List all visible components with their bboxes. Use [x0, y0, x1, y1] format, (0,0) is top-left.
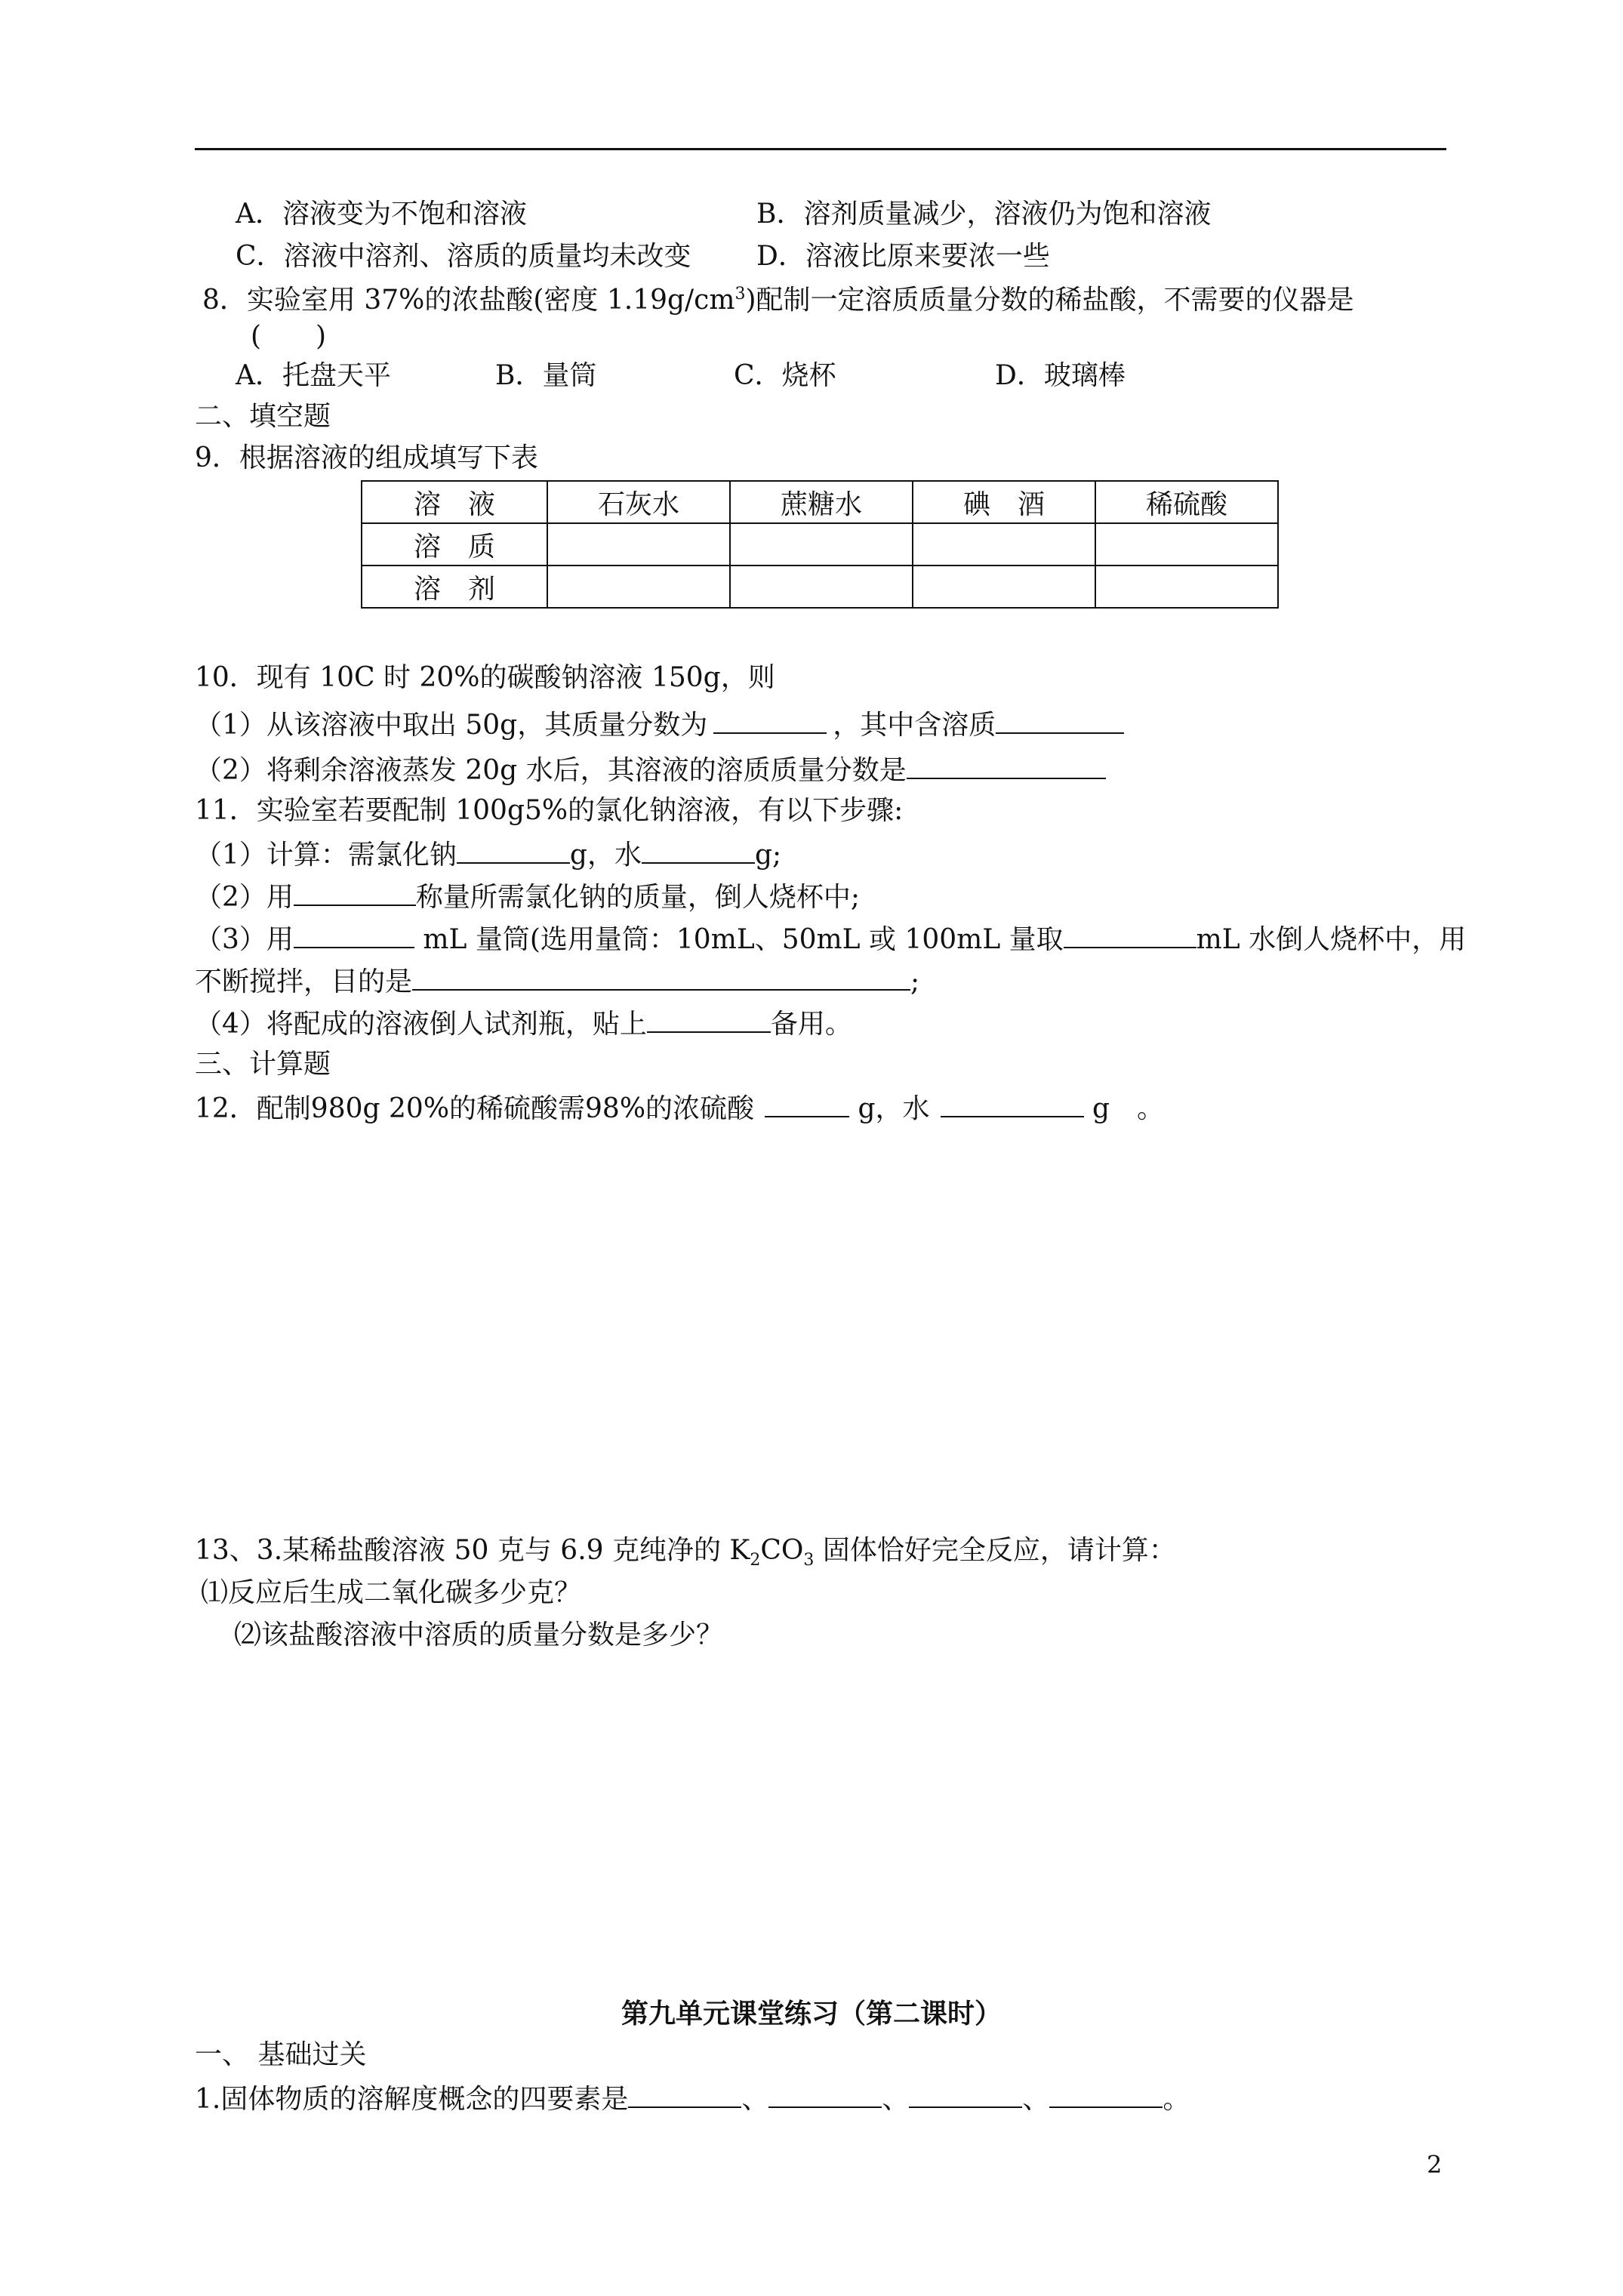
answer-blank[interactable]: [457, 837, 570, 864]
q11-part-4: （4）将配成的溶液倒人试剂瓶，贴上 备用。: [195, 1006, 852, 1039]
answer-blank[interactable]: [907, 752, 1106, 779]
q10-stem: 10．现有 10C 时 20%的碳酸钠溶液 150g，则: [195, 662, 775, 693]
q8-option-c: C．烧杯: [734, 360, 836, 391]
q8-option-a: A．托盘天平: [236, 360, 391, 391]
table-cell: [1095, 566, 1278, 608]
answer-blank[interactable]: [642, 837, 755, 864]
q9-stem: 9．根据溶液的组成填写下表: [195, 442, 538, 473]
answer-blank[interactable]: [768, 2081, 882, 2108]
table-row: [362, 481, 1278, 523]
b1-stem: 1.固体物质的溶解度概念的四要素是 、 、 、 。: [195, 2081, 1190, 2114]
q8-option-d: D．玻璃棒: [995, 360, 1126, 391]
q11-part-1: （1）计算：需氯化钠 g，水 g;: [195, 837, 781, 870]
q8-answer-paren: ( ): [251, 321, 327, 352]
section-calculation: 三、计算题: [195, 1049, 331, 1080]
answer-blank[interactable]: [713, 707, 827, 734]
q7-option-a: A．溶液变为不饱和溶液: [236, 199, 527, 230]
q11-part-2: （2）用 称量所需氯化钠的质量，倒人烧杯中;: [195, 879, 860, 912]
header-rule: [195, 148, 1446, 150]
table-cell: [913, 523, 1095, 566]
section-fill-in: 二、填空题: [195, 401, 331, 432]
q13-part-2: ⑵该盐酸溶液中溶质的质量分数是多少？: [234, 1620, 724, 1650]
table-cell: [547, 523, 730, 566]
table-cell: [730, 566, 913, 608]
table-cell: [1095, 523, 1278, 566]
page-number: 2: [1427, 2150, 1443, 2179]
answer-blank[interactable]: [628, 2081, 741, 2108]
solution-composition-table: [361, 480, 1279, 609]
answer-blank[interactable]: [1064, 921, 1196, 948]
table-cell: [913, 566, 1095, 608]
table-cell: [547, 566, 730, 608]
q10-part-1: （1）从该溶液中取出 50g，其质量分数为 ，其中含溶质: [195, 707, 1124, 740]
answer-blank[interactable]: [412, 963, 910, 991]
answer-blank[interactable]: [1049, 2081, 1163, 2108]
q13-part-1: ⑴反应后生成二氧化碳多少克？: [201, 1577, 582, 1608]
answer-blank[interactable]: [765, 1090, 849, 1117]
answer-blank[interactable]: [941, 1090, 1084, 1117]
q12-stem: 12．配制980g 20%的稀硫酸需98%的浓硫酸 g，水 g 。: [195, 1090, 1164, 1123]
q13-stem: 13、3.某稀盐酸溶液 50 克与 6.9 克纯净的 $K_2CO_3$ 固体恰好完全反应，请计算：: [195, 1535, 1176, 1570]
q7-option-d: D．溶液比原来要浓一些: [756, 241, 1050, 272]
table-cell: 石灰水: [547, 481, 730, 523]
section-basic: 一、 基础过关: [195, 2039, 367, 2070]
q11-part-3-cont: 不断搅拌，目的是 ;: [195, 963, 919, 997]
q8-stem: 8．实验室用 37%的浓盐酸(密度 $1.19g/cm^3$)配制一定溶质质量分数的稀盐酸，不需要的仪器是: [202, 285, 1354, 316]
table-cell: 蔗糖水: [730, 481, 913, 523]
answer-blank[interactable]: [996, 707, 1124, 734]
table-cell: 稀硫酸: [1095, 481, 1278, 523]
q7-option-b: B．溶剂质量减少，溶液仍为饱和溶液: [756, 199, 1212, 230]
q10-part-2: （2）将剩余溶液蒸发 20g 水后，其溶液的溶质质量分数是: [195, 752, 1106, 785]
answer-blank[interactable]: [294, 921, 414, 948]
table-cell: 碘 酒: [913, 481, 1095, 523]
table-row: [362, 523, 1278, 566]
q11-part-3: （3）用 mL 量筒(选用量筒：10mL、50mL 或 100mL 量取 mL 水倒人烧杯中，用: [195, 921, 1466, 954]
answer-blank[interactable]: [909, 2081, 1022, 2108]
table-cell: 溶 质: [362, 523, 547, 566]
table-cell: 溶 剂: [362, 566, 547, 608]
table-row: [362, 566, 1278, 608]
table-cell: 溶 液: [362, 481, 547, 523]
table-cell: [730, 523, 913, 566]
unit-title: 第九单元课堂练习（第二课时）: [621, 1998, 1002, 2029]
q11-stem: 11．实验室若要配制 100g5%的氯化钠溶液，有以下步骤:: [195, 795, 904, 826]
q7-option-c: C．溶液中溶剂、溶质的质量均未改变: [236, 241, 691, 272]
answer-blank[interactable]: [647, 1006, 771, 1033]
q8-option-b: B．量筒: [495, 360, 597, 391]
answer-blank[interactable]: [294, 879, 416, 906]
